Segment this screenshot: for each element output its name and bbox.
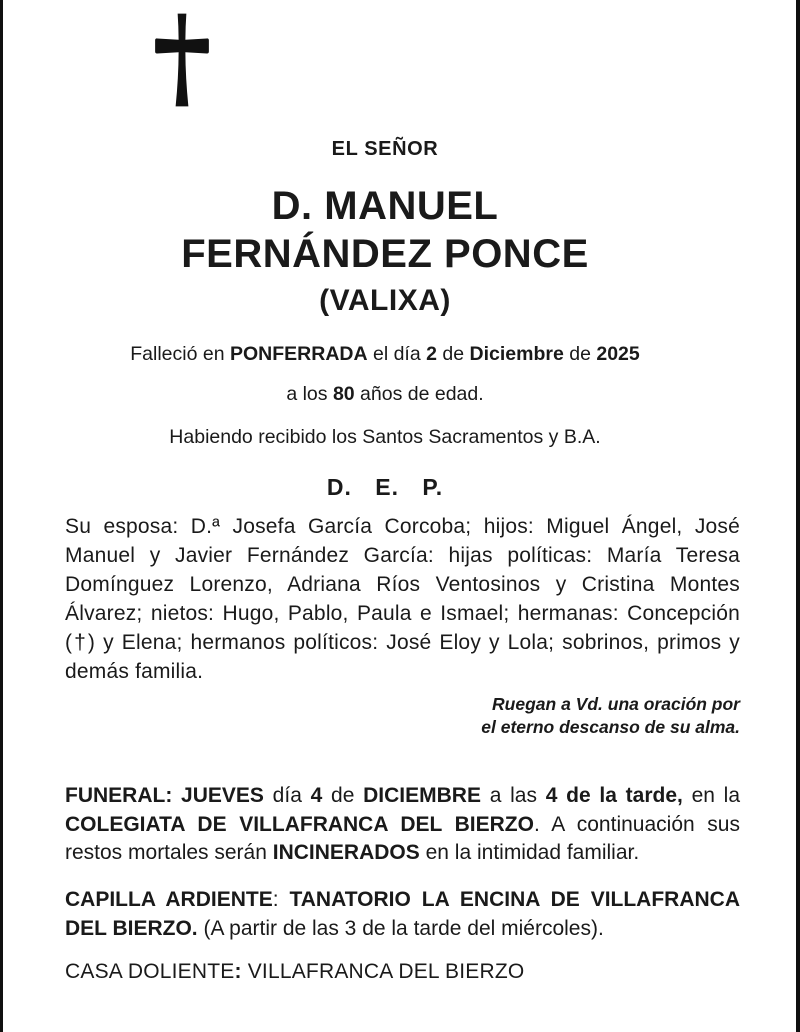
prayer-line2: el eterno descanso de su alma. [481,717,740,737]
death-place-date-line: Falleció en PONFERRADA el día 2 de Diciembre de 2025 [130,343,640,365]
latin-cross-icon [153,10,211,110]
funeral-paragraph: FUNERAL: JUEVES día 4 de DICIEMBRE a las 4 de la tarde, en la COLEGIATA DE VILLAFRANCA DEL BIERZO. A continuación sus restos mortales serán INCINERADOS en la intimidad familiar. [65,784,741,864]
deceased-name-line1: D. MANUEL [271,184,499,228]
casa-doliente-line: CASA DOLIENTE: VILLAFRANCA DEL BIERZO [65,960,525,983]
prayer-text [303,693,740,739]
age-line: a los 80 años de edad. [286,383,484,405]
honorific-title: EL SEÑOR [331,138,439,160]
capilla-ardiente-paragraph: CAPILLA ARDIENTE: TANATORIO LA ENCINA DE VILLAFRANCA DEL BIERZO. (A partir de las 3 de la tarde del miércoles). [65,888,741,940]
deceased-alias: (VALIXA) [319,284,451,317]
deceased-name-line2: FERNÁNDEZ PONCE [181,232,589,276]
prayer-line1: Ruegan a Vd. una oración por [492,694,740,714]
dep-abbreviation: D. E. P. [326,474,444,500]
family-paragraph: Su esposa: D.ª Josefa García Corcoba; hijos: Miguel Ángel, José Manuel y Javier Fernández García: hijas políticas: María Teresa Domínguez Lorenzo, Adriana Ríos Ventosinos y Cristina Montes Álvarez; nietos: Hugo, Pablo, Paula e Ismael; hermanas: Concepción (†) y Elena; hermanos políticos: José Eloy y Lola; sobrinos, primos y demás familia. [65,515,740,683]
sacraments-line: Habiendo recibido los Santos Sacramentos y B.A. [169,426,601,448]
